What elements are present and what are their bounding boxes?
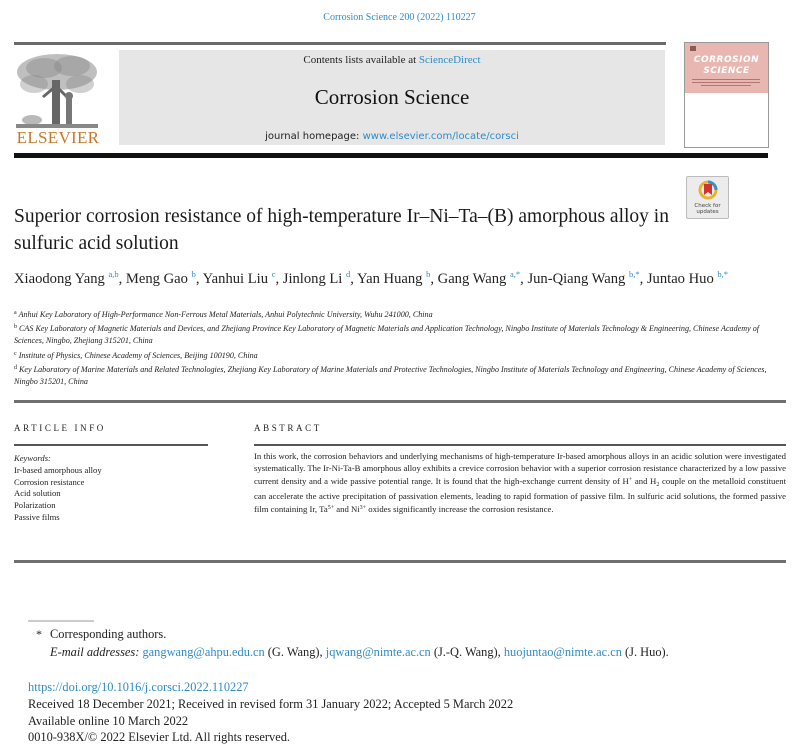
- footnote-rule: [28, 620, 94, 622]
- abstract-rule: [254, 444, 786, 446]
- check-updates-label: Check for updates: [694, 203, 721, 215]
- available-online: Available online 10 March 2022: [28, 713, 189, 728]
- email-link[interactable]: huojuntao@nimte.ac.cn: [503, 645, 622, 659]
- homepage-link[interactable]: www.elsevier.com/locate/corsci: [362, 131, 519, 142]
- email-link[interactable]: jqwang@nimte.ac.cn: [325, 645, 431, 659]
- keyword[interactable]: Polarization: [14, 500, 56, 511]
- keyword[interactable]: Acid solution: [14, 488, 61, 499]
- article-info-rule: [14, 444, 208, 446]
- article-meta: [28, 679, 513, 746]
- elsevier-logo-text: ELSEVIER: [16, 128, 100, 147]
- cover-title-line1: CORROSION: [693, 55, 760, 65]
- email-label: E-mail addresses:: [50, 645, 140, 659]
- keyword[interactable]: Passive films: [14, 511, 60, 522]
- footnote-star: *: [36, 627, 42, 641]
- affiliations: [14, 307, 774, 388]
- author-list: Xiaodong Yang $^{a,b}$, Meng Gao $^b$, Yanhui Liu $^c$, Jinlong Li $^d$, Yan Huang $^b$, Gang Wang $^{a,*}$, Jun-Qiang Wang $^{b,*}$, Juntao Huo $^{b,*}$: [14, 269, 729, 287]
- cover-text-line: [692, 79, 760, 80]
- affiliation-item: $^d$ Key Laboratory of Marine Materials and Related Technologies, Zhejiang Key Laboratory of Marine Materials and Protective Technologies, Ningbo Institute of Materials Technology and Engineering, Chinese Academy of Sciences, Ningbo 315201, China: [14, 364, 767, 387]
- sciencedirect-link[interactable]: ScienceDirect: [418, 54, 481, 66]
- footnote: [36, 625, 669, 661]
- contents-prefix: Contents lists available at: [303, 54, 417, 66]
- contents-line: [119, 54, 665, 66]
- cover-elsevier-icon: [690, 46, 696, 51]
- header-top-rule: [14, 42, 666, 45]
- affiliation-item: $^a$ Anhui Key Laboratory of High-Performance Non-Ferrous Metal Materials, Anhui Polytechnic University, Wuhu 241000, China: [14, 310, 433, 319]
- cover-text-line: [692, 82, 760, 83]
- check-updates-icon: [698, 180, 718, 202]
- section-rule: [14, 400, 786, 403]
- corresponding-authors-note: Corresponding authors.: [50, 627, 167, 641]
- abstract-text: In this work, the corrosion behaviors and underlying mechanisms of high-temperature Ir-based amorphous alloys in an acidic solution were investigated systematically. The Ir-Ni-Ta-B amorphous alloy exhibits a crevice corrosion behavior with a superior corrosion resistance characterized by a low passive current density and a wide passive potential range. It is found that the high-exchange current density of H+ and $H_2$ couple on the metalloid constituent can accelerate the active precipitation of passivation elements, leading to rapid formation of passive film. In sulfuric acid solutions, the formed passive film containing Ir, $Ta^{5+}$ and $Ni^{3+}$ oxides significantly increase the corrosion resistance.: [254, 451, 786, 515]
- cover-title-line2: SCIENCE: [703, 66, 750, 76]
- cover-text-line: [701, 85, 751, 86]
- check-for-updates-badge[interactable]: [686, 176, 729, 219]
- section-bottom-rule: [14, 560, 786, 563]
- keyword[interactable]: Ir-based amorphous alloy: [14, 464, 102, 475]
- homepage-line: [119, 131, 665, 142]
- affiliation-item: $^c$ Institute of Physics, Chinese Academy of Sciences, Beijing 100190, China: [14, 350, 258, 360]
- homepage-prefix: journal homepage:: [265, 131, 360, 142]
- author[interactable]: Meng Gao $^b$: [125, 269, 196, 287]
- abstract-heading: ABSTRACT: [254, 423, 322, 433]
- author[interactable]: Xiaodong Yang $^{a,b}$: [14, 269, 119, 287]
- email-link[interactable]: gangwang@ahpu.edu.cn: [142, 645, 265, 659]
- author[interactable]: Gang Wang $^{a,*}$: [437, 269, 521, 287]
- author[interactable]: Juntao Huo $^{b,*}$: [646, 269, 729, 287]
- journal-banner: [119, 50, 665, 145]
- keywords-block: [14, 453, 102, 524]
- journal-citation[interactable]: Corrosion Science 200 (2022) 110227: [323, 12, 476, 23]
- doi-link[interactable]: https://doi.org/10.1016/j.corsci.2022.110227: [28, 680, 249, 694]
- author[interactable]: Jun-Qiang Wang $^{b,*}$: [527, 269, 640, 287]
- header-bottom-rule: [14, 153, 768, 158]
- keywords-label: Keywords:: [14, 453, 51, 463]
- author[interactable]: Jinlong Li $^d$: [282, 269, 351, 287]
- article-title: Superior corrosion resistance of high-temperature Ir–Ni–Ta–(B) amorphous alloy in sulfuric acid solution: [14, 206, 669, 254]
- received-dates: Received 18 December 2021; Received in revised form 31 January 2022; Accepted 5 March 2022: [28, 696, 514, 711]
- affiliation-item: $^b$ CAS Key Laboratory of Magnetic Materials and Devices, and Zhejiang Province Key Laboratory of Magnetic Materials and Application Technology, Ningbo Institute of Materials Technology & Engineering, Chinese Academy of Sciences, Ningbo, Zhejiang 315201, China: [14, 324, 759, 346]
- keyword[interactable]: Corrosion resistance: [14, 476, 85, 487]
- journal-title: Corrosion Science: [314, 85, 470, 109]
- article-info-heading: ARTICLE INFO: [14, 423, 106, 433]
- copyright: 0010-938X/© 2022 Elsevier Ltd. All rights reserved.: [28, 730, 290, 745]
- author[interactable]: Yan Huang $^b$: [357, 269, 431, 287]
- email-line: E-mail addresses: gangwang@ahpu.edu.cn (G. Wang), jqwang@nimte.ac.cn (J.-Q. Wang), huojuntao@nimte.ac.cn (J. Huo).: [50, 645, 669, 659]
- journal-cover-thumbnail[interactable]: [684, 42, 769, 148]
- author[interactable]: Yanhui Liu $^c$: [202, 269, 276, 287]
